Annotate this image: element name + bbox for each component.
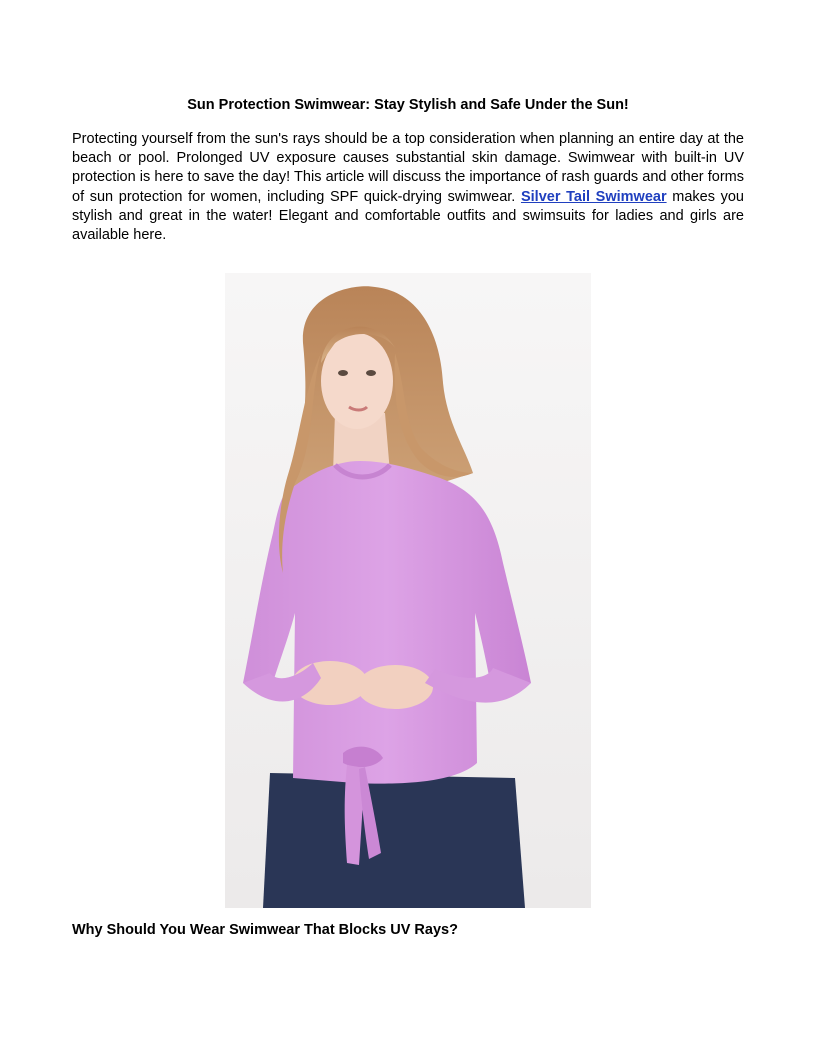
document-title: Sun Protection Swimwear: Stay Stylish and Safe Under the Sun! [187, 97, 629, 113]
navy-skirt [263, 773, 525, 908]
intro-paragraph [72, 130, 744, 245]
section-heading: Why Should You Wear Swimwear That Blocks UV Rays? [72, 922, 458, 938]
woman-in-lilac-top-illustration [225, 273, 591, 908]
intro-text-before-link: Protecting yourself from the sun's rays should be a top consideration when planning an entire day at the beach or pool. Prolonged UV exposure causes substantial skin damage. Swimwear with built-in UV protection is here to save the day! This article will discuss the importance of rash guards and other forms of sun protection for women, including SPF quick-drying swimwear. [72, 131, 744, 205]
intro-text-after-link: makes you stylish and great in the water! Elegant and comfortable outfits and swimsuits for ladies and girls are available here. [72, 188, 744, 244]
silver-tail-swimwear-link[interactable]: Silver Tail Swimwear [520, 188, 667, 205]
product-photo [225, 273, 591, 908]
